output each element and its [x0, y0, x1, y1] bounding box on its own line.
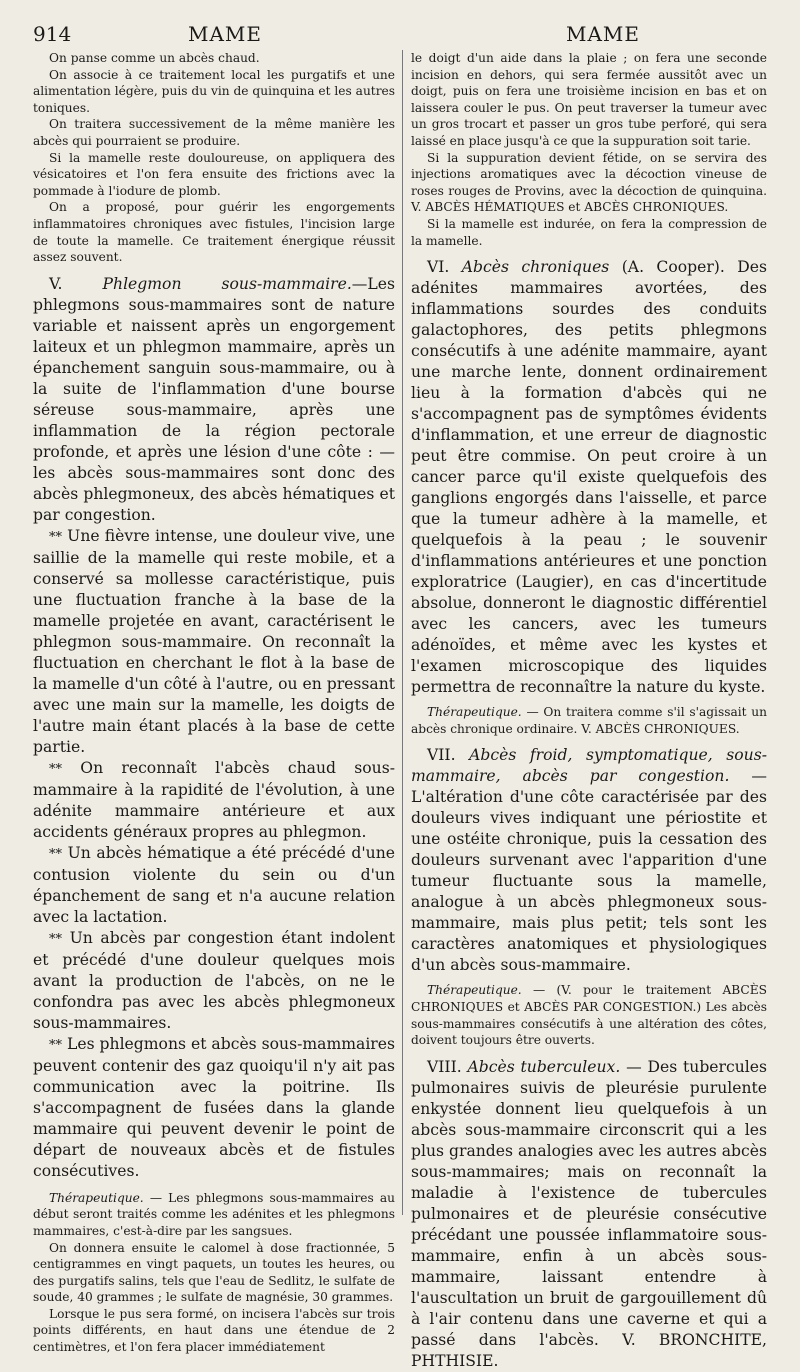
right-column	[411, 50, 767, 1372]
section-number: VI.	[427, 258, 450, 277]
paragraph-text: Une fièvre intense, une douleur vive, une saillie de la mamelle qui reste mobile, et a conservé sa mollesse caractéristique, puis une fluctuation franche à la base de la mamelle projetée en avant, caractérisent le phlegmon sous-mammaire. On reconnaît la fluctuation en cherchant le flot à la base de la mamelle d'un côté à l'autre, ou en pressant avec une main sur la mamelle, les doigts de l'autre main étant placés à la base de cette partie.	[33, 526, 396, 756]
therapeutique-paragraph	[411, 704, 767, 737]
paragraph: le doigt d'un aide dans la plaie ; on fera une seconde incision en dehors, qui sera fermée aussitôt avec un doigt, puis on fera une troisième incision en bas et on laissera couler le pus. On peut traverser la tumeur avec un gros trocart et passer un gros tube perforé, qui sera laissé en place jusqu'à ce que la suppuration soit tarie.	[411, 51, 767, 148]
paragraph-text: Un abcès hématique a été précédé d'une contusion violente du sein ou d'un épanchement de sang et n'a aucune relation avec la lactation.	[33, 843, 395, 926]
paragraph: Si la mamelle est indurée, on fera la compression de la mamelle.	[411, 216, 767, 248]
column-divider	[402, 50, 403, 1215]
section-title: Abcès chroniques	[461, 258, 610, 277]
therapeutique-label: Thérapeutique.	[49, 1190, 144, 1205]
therapeutique-label: Thérapeutique.	[427, 705, 522, 720]
asterism: **	[49, 1037, 62, 1053]
section-text: — L'altération d'une côte caractérisée par des douleurs vives indiquant une périostite et une ostéite chronique, puis la cessation des douleurs survenant avec l'apparition d'une tumeur fluctuante sous la mamelle, analogue à un abcès phlegmoneux sous-mammaire, mais plus petit; tels sont les caractères anatomiques et physiologiques d'un abcès sous-mammaire.	[411, 767, 767, 975]
section-text: — Des tubercules pulmonaires suivis de pleurésie purulente enkystée donnent lieu quelquefois à un abcès sous-mammaire circonscrit qui a les plus grandes analogies avec les autres abcès sous-mammaires; mais on reconnaît la maladie à l'existence de tubercules pulmonaires et de pleurésie consécutive précédant une poussée inflammatoire sous-mammaire, enfin à un abcès sous-mammaire, laissant entendre à l'auscultation un bruit de gargouillement dû à l'air contenu dans une caverne et qui a passé dans l'abcès. V. BRONCHITE, PHTHISIE.	[411, 1057, 767, 1370]
paragraph: Si la suppuration devient fétide, on se servira des injections aromatiques avec la décoction vineuse de roses rouges de Provins, avec la décoction de quinquina. V. ABCÈS HÉMATIQUES et ABCÈS CHRONIQUES.	[411, 150, 767, 215]
asterism: **	[49, 931, 62, 947]
running-head-right: MAME	[566, 22, 640, 46]
left-column	[33, 50, 395, 1356]
paragraph-text: — On traitera comme s'il s'agissait un abcès chronique ordinaire. V. ABCÈS CHRONIQUES.	[411, 705, 767, 736]
paragraph: On a proposé, pour guérir les engorgements inflammatoires chroniques avec fistules, l'incision large de toute la mamelle. Ce traitement énergique réussit assez souvent.	[33, 200, 395, 265]
section-title: Abcès tuberculeux.	[467, 1057, 621, 1076]
section-text: (A. Cooper). Des adénites mammaires avortées, des inflammations sourdes des conduits galactophores, des petits phlegmons consécutifs à une adénite mammaire, ayant une marche lente, donnent ordinairement lieu à la formation d'abcès qui ne s'accompagnent pas de symptômes évidents d'inflammation, et une erreur de diagnostic peut être commise. On peut croire à un cancer parce qu'il existe quelquefois des ganglions engorgés dans l'aisselle, et parce que la tumeur adhère à la mamelle, et quelquefois à la peau ; le souvenir d'inflammations antérieures et une ponction exploratrice (Laugier), en cas d'incertitude absolue, donneront le diagnostic différentiel avec les cancers, avec les tumeurs adénoïdes, et même avec les kystes et l'examen microscopique des liquides permettra de reconnaître la nature du kyste.	[411, 258, 767, 697]
paragraph: On donnera ensuite le calomel à dose fractionnée, 5 centigrammes en vingt paquets, un toutes les heures, ou des purgatifs salins, tels que l'eau de Sedlitz, le sulfate de soude, 40 grammes ; le sulfate de magnésie, 30 grammes.	[33, 1240, 395, 1305]
asterism: **	[49, 761, 62, 777]
paragraph: Lorsque le pus sera formé, on incisera l'abcès sur trois points différents, en haut dans une étendue de 2 centimètres, et l'on fera placer immédiatement	[33, 1306, 395, 1355]
paragraph	[33, 843, 395, 928]
section-text: —Les phlegmons sous-mammaires sont de nature variable et naissent après un engorgement laiteux et un phlegmon mammaire, après un épanchement sanguin sous-mammaire, ou à la suite de l'inflammation d'une bourse séreuse sous-mammaire, après une inflammation de la région pectorale profonde, et après une lésion d'une côte : — les abcès sous-mammaires sont donc des abcès phlegmoneux, des abcès hématiques et par congestion.	[33, 274, 395, 524]
paragraph: Si la mamelle reste douloureuse, on appliquera des vésicatoires et l'on fera ensuite des frictions avec la pommade à l'iodure de plomb.	[33, 150, 395, 198]
section-vii	[411, 745, 767, 976]
section-vi	[411, 257, 767, 698]
paragraph: On traitera successivement de la même manière les abcès qui pourraient se produire.	[33, 117, 395, 148]
paragraph-text: On reconnaît l'abcès chaud sous-mammaire à la rapidité de l'évolution, à une adénite mammaire antérieure et aux accidents généraux propres au phlegmon.	[33, 758, 395, 841]
paragraph	[33, 526, 395, 758]
therapeutique-paragraph	[411, 982, 767, 1048]
paragraph-text: — Les phlegmons sous-mammaires au début seront traités comme les adénites et les phlegmons mammaires, c'est-à-dire par les sangsues.	[33, 1190, 395, 1238]
therapeutique-paragraph	[33, 1190, 395, 1240]
paragraph	[33, 758, 395, 843]
paragraph-text: Un abcès par congestion étant indolent et précédé d'une douleur quelques mois avant la production de l'abcès, on ne le confondra pas avec les abcès phlegmoneux sous-mammaires.	[33, 928, 395, 1032]
section-number: V.	[49, 274, 63, 293]
page-number: 914	[33, 22, 72, 46]
paragraph: On panse comme un abcès chaud.	[49, 51, 260, 65]
section-title: Phlegmon sous-mammaire.	[102, 274, 352, 293]
paragraph	[33, 928, 395, 1034]
section-number: VII.	[427, 746, 456, 765]
section-v	[33, 274, 395, 526]
paragraph	[33, 1034, 395, 1182]
section-viii	[411, 1057, 767, 1372]
section-title: Abcès froid, symptomatique, sous-mammaire, abcès par congestion.	[411, 746, 767, 786]
paragraph-text: Les phlegmons et abcès sous-mammaires peuvent contenir des gaz quoiqu'il n'y ait pas communication avec la poitrine. Ils s'accompagnent de fusées dans la glande mammaire qui peuvent devenir le point de départ de nouveaux abcès et de fistules consécutives.	[33, 1034, 395, 1180]
paragraph: On associe à ce traitement local les purgatifs et une alimentation légère, puis du vin de quinquina et les autres toniques.	[33, 67, 395, 115]
paragraph-text: — (V. pour le traitement ABCÈS CHRONIQUES et ABCÈS PAR CONGESTION.) Les abcès sous-mammaires consécutifs à une altération des côtes, doivent toujours être ouverts.	[411, 983, 767, 1048]
asterism: **	[49, 529, 62, 545]
asterism: **	[49, 846, 62, 862]
running-head-left: MAME	[188, 22, 262, 46]
therapeutique-label: Thérapeutique.	[427, 983, 522, 998]
section-number: VIII.	[427, 1057, 462, 1076]
